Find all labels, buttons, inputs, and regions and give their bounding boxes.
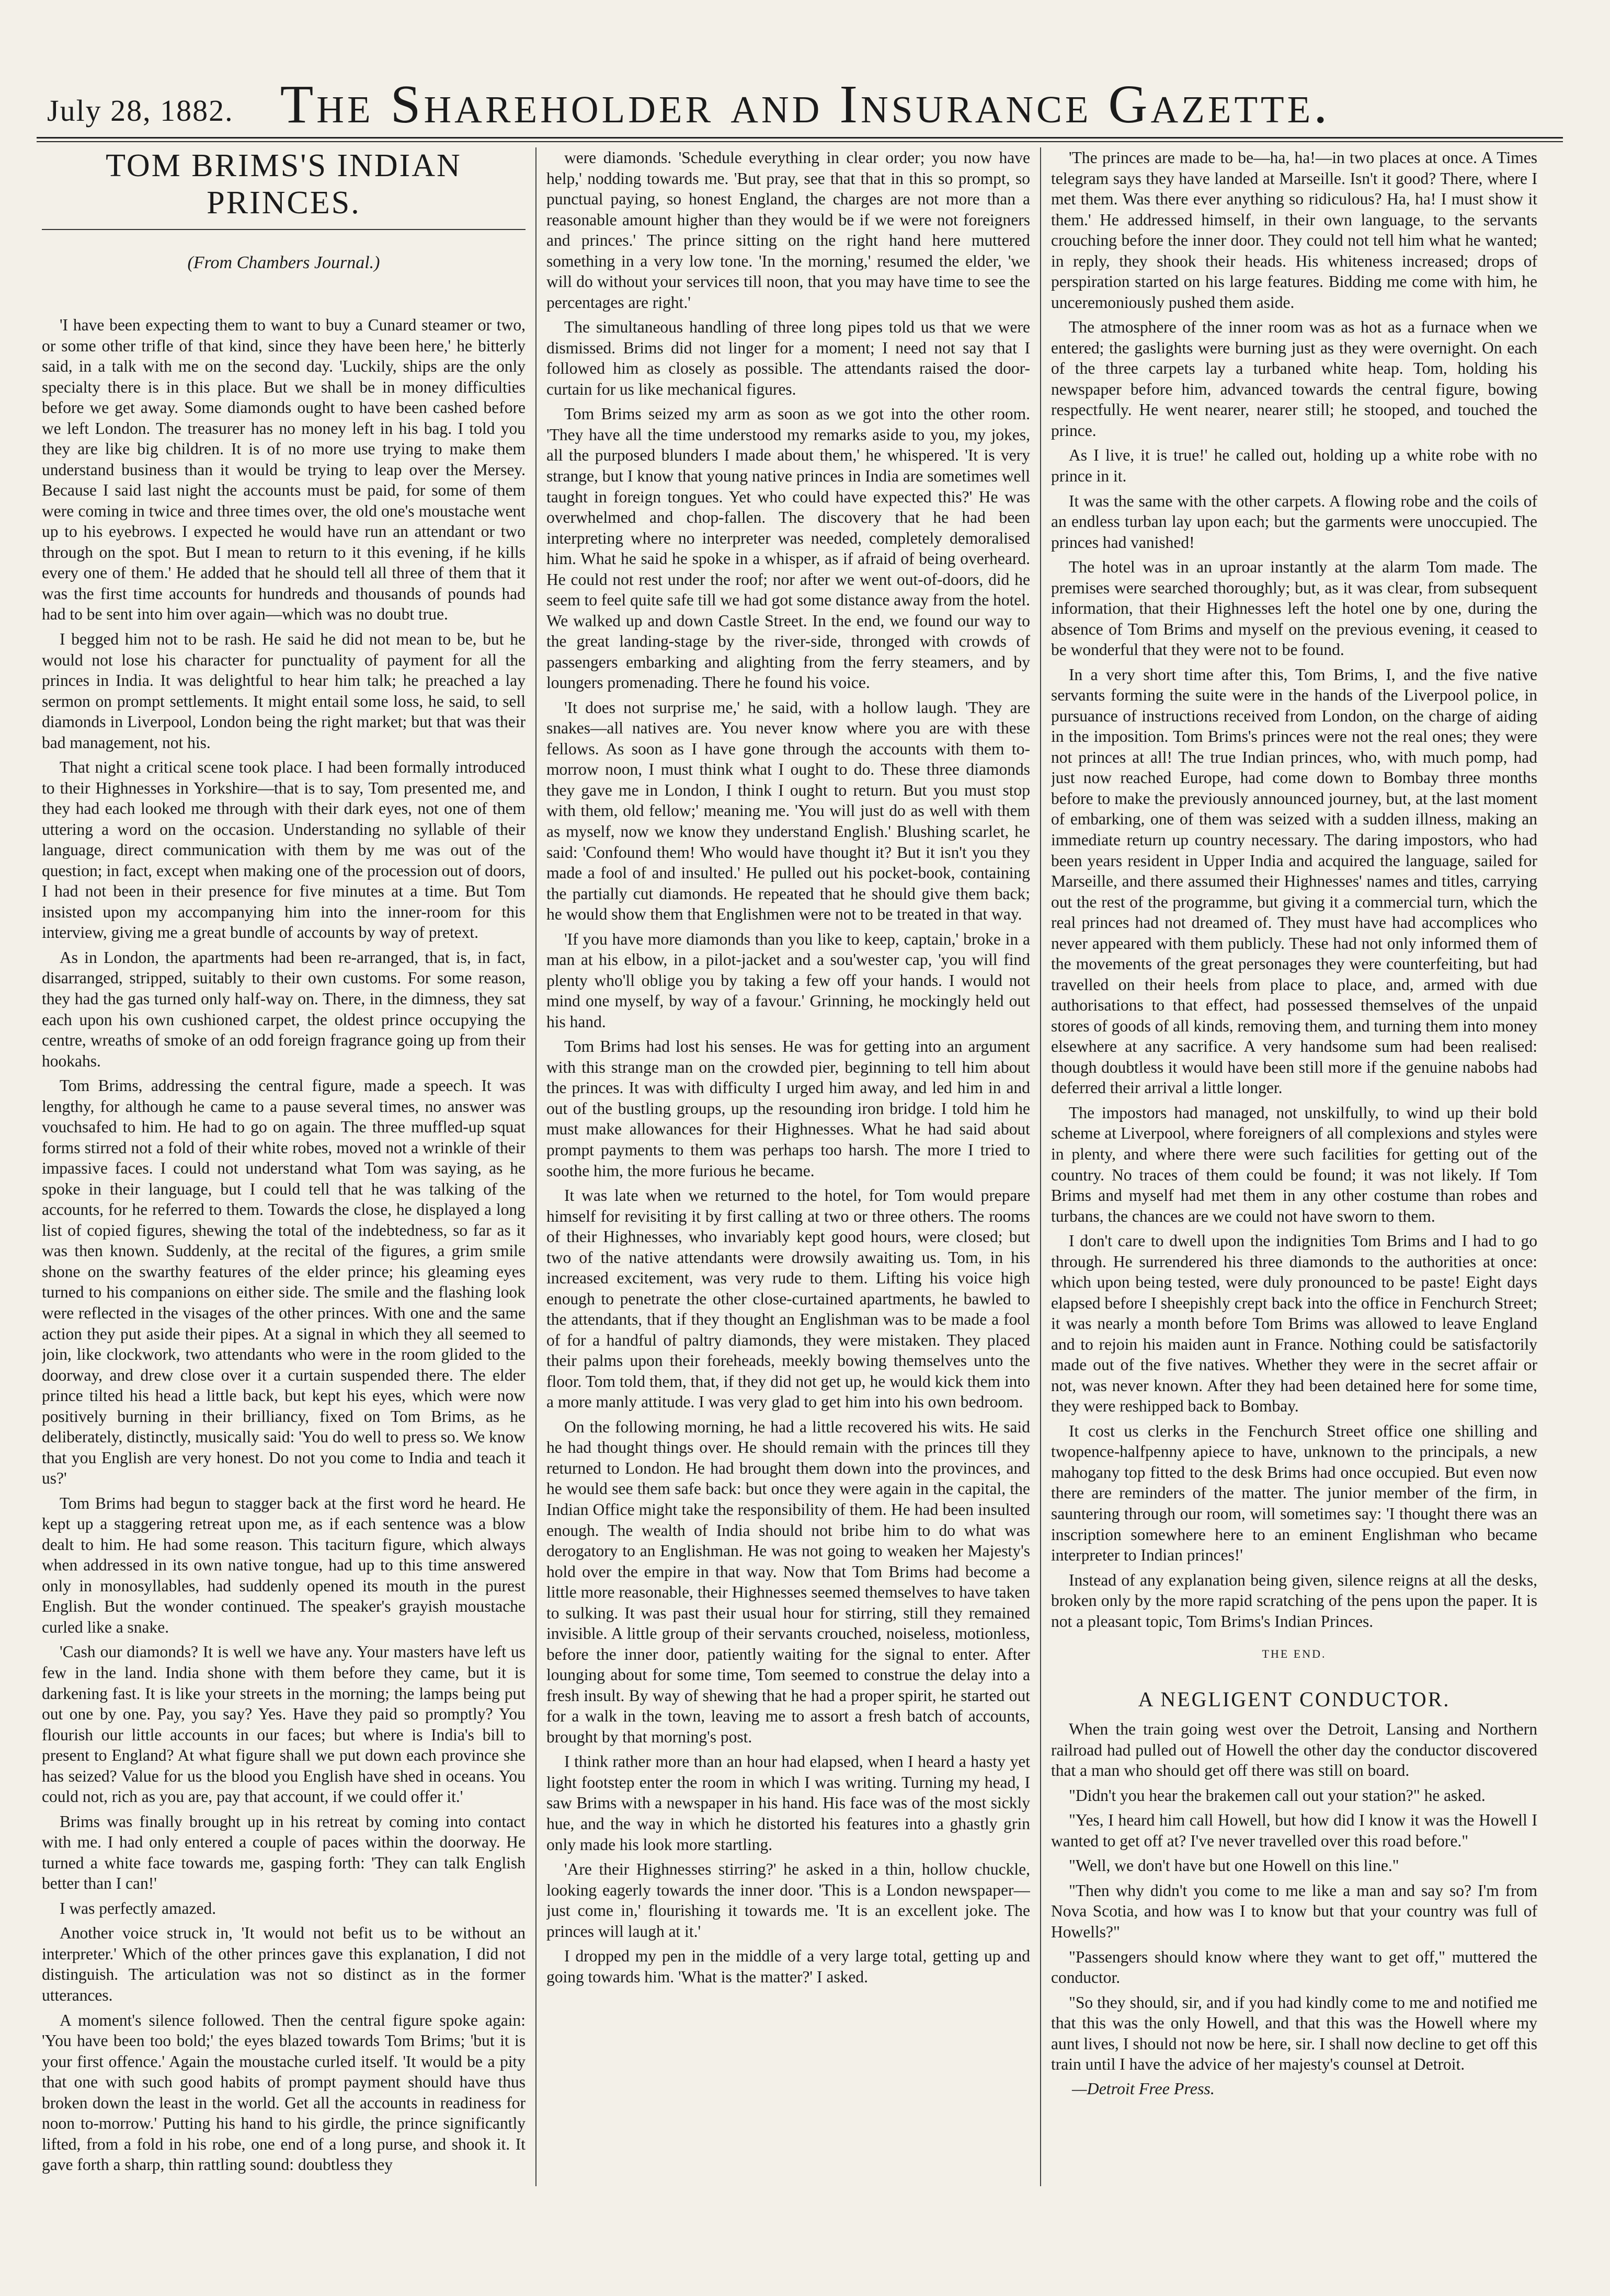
- masthead: [47, 68, 1563, 146]
- paragraph: Tom Brims, addressing the central figure, made a speech. It was lengthy, for although he came to a pause several times, no answer was vouchsafed to him. He had to go on again. The three muffled-up squat forms stirred not a fold of their white robes, moved not a wrinkle of their impassive faces. I could not understand what Tom was saying, as he spoke in their language, but I could tell that he was talking of the accounts, for he referred to them. Towards the close, he displayed a long list of copied figures, shewing the total of the indebtedness, so far as it was then known. Suddenly, at the recital of the figures, a grim smile shone on the swarthy features of the elder prince; his gleaming eyes turned to his companions on either side. The smile and the flashing look were reflected in the visages of the other princes. With one and the same action they put aside their pipes. At a signal in which they all seemed to join, like clockwork, two attendants who were in the room glided to the doorway, and drew close over it a curtain suspended there. The elder prince tilted his head a little back, but kept his eyes, which were now positively burning in their brilliancy, fixed on Tom Brims, as he deliberately, distinctly, musically said: 'You do well to press so. We know that you English are very honest. Do not you come to India and teach it us?': [42, 1076, 526, 1488]
- paragraph: In a very short time after this, Tom Brims, I, and the five native servants forming the suite were in the hands of the Liverpool police, in pursuance of instructions received from London, on the charge of aiding in the imposition. Tom Brims's princes were not the real ones; they were not princes at all! The true Indian princes, who, with much pomp, had just now reached Europe, had come down to Bombay three months before to make the previously announced journey, but, at the last moment of embarking, one of them was seized with a sudden illness, making an immediate return up country necessary. The daring impostors, who had been years resident in Upper India and acquired the language, sailed for Marseille, and there assumed their Highnesses' names and titles, carrying out the rest of the programme, but giving it a commercial turn, which the real princes had not dreamed of. They must have had accomplices who never appeared with them publicly. These had not only informed them of the movements of the great personages they were counterfeiting, but had travelled on their heels from place to place, and, armed with due authorisations to that effect, had possessed themselves of the unpaid stores of goods of all kinds, removing them, and turning them into money elsewhere at any sacrifice. A very handsome sum had been realised: though doubtless it would have been still more if the genuine nabobs had deferred their arrival a little longer.: [1051, 665, 1537, 1097]
- paragraph: "Then why didn't you come to me like a man and say so? I'm from Nova Scotia, and how was I to know but that your country was full of Howells?": [1051, 1881, 1537, 1941]
- column-3-body: [1051, 147, 1537, 1632]
- paragraph: Instead of any explanation being given, silence reigns at all the desks, broken only by the more rapid scratching of the pens upon the paper. It is not a pleasant topic, Tom Brims's Indian Princes.: [1051, 1570, 1537, 1631]
- paragraph: "Well, we don't have but one Howell on this line.": [1069, 1856, 1399, 1875]
- paragraph: "Yes, I heard him call Howell, but how did I know it was the Howell I wanted to get off at? I've never travelled over this road before.": [1051, 1811, 1537, 1850]
- column-2: [546, 147, 1030, 2186]
- paragraph: The hotel was in an uproar instantly at the alarm Tom made. The premises were searched thoroughly; but, as it was clear, from subsequent information, that their Highnesses left the hotel one by one, during the absence of Tom Brims and myself on the previous evening, it ceased to be wonderful that they were not to be found.: [1051, 558, 1537, 659]
- column-1-body: [42, 315, 526, 2175]
- paragraph: I dropped my pen in the middle of a very large total, getting up and going towards him. 'What is the matter?' I asked.: [546, 1947, 1030, 1986]
- masthead-rule: [37, 137, 1563, 139]
- column-3: [1051, 147, 1537, 2186]
- paragraph: A moment's silence followed. Then the central figure spoke again: 'You have been too bold;' the eyes blazed towards Tom Brims; 'but it is your first offence.' Again the moustache curled itself. 'It would be a pity that one with such good habits of prompt payment should have thus broken down the least in the world. Get all the accounts in readiness for noon to-morrow.' Putting his hand to his girdle, the prince significantly lifted, from a fold in his robe, one end of a long purse, and shook it. It gave forth a sharp, thin rattling sound: doubtless they: [42, 2011, 526, 2174]
- paragraph: "Didn't you hear the brakemen call out your station?" he asked.: [1069, 1786, 1486, 1805]
- paragraph: 'The princes are made to be—ha, ha!—in two places at once. A Times telegram says they have landed at Marseille. Isn't it good? There, where I met them. Was there ever anything so ridiculous? Ha, ha! I must show it them.' He addressed himself, in their own language, to the servants crouching before the inner door. They could not tell him what he wanted; in reply, they shook their heads. His whiteness increased; drops of perspiration started on his large features. Bidding me come with him, he unceremoniously pushed them aside.: [1051, 148, 1537, 312]
- paragraph: 'Are their Highnesses stirring?' he asked in a thin, hollow chuckle, looking eagerly towards the inner door. 'This is a London newspaper—just come in,' flourishing it towards me. 'It is an excellent joke. The princes will laugh at it.': [546, 1860, 1030, 1941]
- paragraph: It cost us clerks in the Fenchurch Street office one shilling and twopence-halfpenny apiece to have, unknown to the principals, a new mahogany top fitted to the desk Brims had once occupied. But even now there are reminders of the matter. The junior member of the firm, in sauntering through our room, will sometimes say: 'I thought there was an inscription somewhere here to an eminent Englishman who became interpreter to Indian princes!': [1051, 1421, 1537, 1565]
- paragraph: The impostors had managed, not unskilfully, to wind up their bold scheme at Liverpool, where foreigners of all complexions and styles were in plenty, and where there were such facilities for getting out of the country. No traces of them could be found; it was not likely. If Tom Brims and myself had met them in any other costume than robes and turbans, the chances are we could not have sworn to them.: [1051, 1103, 1537, 1225]
- paragraph: Tom Brims had begun to stagger back at the first word he heard. He kept up a staggering retreat upon me, as if each sentence was a blow dealt to him. He had some reason. This taciturn figure, which always when addressed in its own native tongue, had up to this time answered only in monosyllables, had suddenly opened its mouth in the purest English. But the wonder continued. The speaker's grayish moustache curled like a snake.: [42, 1494, 526, 1636]
- paragraph: Tom Brims seized my arm as soon as we got into the other room. 'They have all the time understood my remarks aside to you, my jokes, all the purposed blunders I made about them,' he whispered. 'It is very strange, but I know that young native princes in India are sometimes well taught in foreign tongues. Yet who could have expected this?' He was overwhelmed and chop-fallen. The discovery that he had been interpreting where no interpreter was needed, completely demoralised him. What he said he spoke in a whisper, as if afraid of being overheard. He could not rest under the roof; nor after we went out-of-doors, did he seem to feel quite safe till we had got some distance away from the hotel. We walked up and down Castle Street. In the end, we found our way to the great landing-stage by the river-side, thronged with crowds of passengers embarking and alighting from the ferry steamers, and by loungers promenading. There he found his voice.: [546, 405, 1030, 692]
- paragraph: 'Cash our diamonds? It is well we have any. Your masters have left us few in the land. India shone with them before they came, but it is darkening fast. It is like your streets in the morning; the lamps being put out one by one. Pay, you say? Yes. Have they paid so promptly? You flourish our little accounts in our faces; but where is India's bill to present to England? At what figure shall we put down each province she has seized? Value for us the blood you English have shed in oceans. You could not, rich as you are, pay that account, if we could offer it.': [42, 1643, 526, 1806]
- paragraph: I don't care to dwell upon the indignities Tom Brims and I had to go through. He surrendered his three diamonds to the authorities at once: which upon being tested, were duly pronounced to be paste! Eight days elapsed before I sheepishly crept back into the office in Fenchurch Street; it was nearly a month before Tom Brims was allowed to leave England and to rejoin his maiden aunt in France. Nothing could be satisfactorily made out of the five natives. Whether they were in the secret affair or not, was never known. After they had been detained here for some time, they were reshipped back to Bombay.: [1051, 1232, 1537, 1416]
- story-source: (From Chambers Journal.): [187, 253, 380, 272]
- paragraph: The atmosphere of the inner room was as hot as a furnace when we entered; the gaslights were burning just as they were overnight. On each of the three carpets lay a turbaned white heap. Tom, holding his newspaper before him, advanced towards the central figure, bowing respectfully. He went nearer, nearer still; he stooped, and touched the prince.: [1051, 318, 1537, 440]
- paragraph: Brims was finally brought up in his retreat by coming into contact with me. I had only entered a couple of paces within the doorway. He turned a white face towards me, gasping forth: 'They can talk English better than I can!': [42, 1812, 526, 1893]
- paragraph: "Passengers should know where they want to get off," muttered the conductor.: [1051, 1947, 1537, 1987]
- second-story-body: [1051, 1719, 1537, 2075]
- publication-title: The Shareholder and Insurance Gazette.: [280, 74, 1331, 134]
- paragraph: When the train going west over the Detroit, Lansing and Northern railroad had pulled out of Howell the other day the conductor discovered that a man who should get off there was still on board.: [1051, 1720, 1537, 1780]
- story-headline: TOM BRIMS'S INDIAN PRINCES.: [42, 147, 526, 230]
- second-story-headline: A NEGLIGENT CONDUCTOR.: [1138, 1687, 1451, 1712]
- paragraph: were diamonds. 'Schedule everything in clear order; you now have help,' nodding towards me. 'But pray, see that that in this so prompt, so punctual paying, so honest England, the charges are not more than a reasonable amount higher than they would be if we were not foreigners and princes.' The prince sitting on the right hand here muttered something in a very low tone. 'In the morning,' resumed the elder, 'we will do without your services till noon, that you may have time to see the percentages are right.': [546, 148, 1030, 312]
- paragraph: On the following morning, he had a little recovered his wits. He said he had thought things over. He should remain with the princes till they returned to London. He had brought them down into the provinces, and he would see them safe back: but once they were again in the capital, the Indian Office might take the responsibility of them. He had been insulted enough. The wealth of India should not bribe him to do what was derogatory to an Englishman. He was not going to weaken her Majesty's hold over the empire in that way. Now that Tom Brims had become a little more reasonable, their Highnesses seemed themselves to have taken to sulking. It was past their usual hour for stirring, still they remained invisible. A little group of their servants crouched, noiseless, motionless, before the inner door, patiently waiting for the signal to enter. After lounging about for some time, Tom seemed to construe the delay into a fresh insult. By way of shewing that he had a proper spirit, he started out for a walk in the town, leaving me to assort a fresh batch of accounts, brought by that morning's post.: [546, 1417, 1030, 1746]
- masthead-rule-thin: [37, 141, 1563, 142]
- paragraph: That night a critical scene took place. I had been formally introduced to their Highnesses in Yorkshire—that is to say, Tom presented me, and they had each looked me through with their dark eyes, not one of them uttering a word on the occasion. Understanding no syllable of their language, direct communication with them by me was out of the question; in fact, except when making one of the procession out of doors, I had not been in their presence for five minutes at a time. But Tom insisted upon my accompanying him into the inner-room for this interview, giving me a great bundle of accounts by way of pretext.: [42, 758, 526, 942]
- column-divider: [1040, 147, 1041, 2186]
- paragraph: "So they should, sir, and if you had kindly come to me and notified me that this was the only Howell, and that this was the Howell where my aunt lives, I should not now be here, sir. I shall now decline to get off this train until I have the advice of her majesty's counsel at Detroit.: [1051, 1993, 1537, 2074]
- paragraph: As I live, it is true!' he called out, holding up a white robe with no prince in it.: [1051, 446, 1537, 485]
- paragraph: It was late when we returned to the hotel, for Tom would prepare himself for revisiting it by first calling at two or three others. The rooms of their Highnesses, who invariably kept good hours, were closed; but two of the native attendants were drowsily awaiting us. Tom, in his increased excitement, was very rude to them. Lifting his voice high enough to penetrate the other close-curtained apartments, he bawled to the attendants, that if they thought an Englishman was to be made a fool of for a handful of paltry diamonds, they were mistaken. They placed their palms upon their foreheads, meekly bowing themselves unto the floor. Tom told them, that, if they did not get up, he would kick them into a more manly attitude. I was very glad to get him into his own bedroom.: [546, 1186, 1030, 1411]
- column-2-body: [546, 147, 1030, 1987]
- paragraph: 'It does not surprise me,' he said, with a hollow laugh. 'They are snakes—all natives are. You never know where you are with these fellows. As soon as I have gone through the accounts with them to-morrow noon, I must think what I ought to do. These three diamonds they gave me in London, I think I ought to return. But you must stop with them, old fellow;' meaning me. 'You will just do as well with them as myself, now we know they understand English.' Blushing scarlet, he said: 'Confound them! Who would have thought it? But it isn't you they made a fool of and insulted.' He pulled out his pocket-book, containing the partially cut diamonds. He repeated that he should give them back; he would show them that Englishmen were not to be treated in that way.: [546, 698, 1030, 924]
- paragraph: As in London, the apartments had been re-arranged, that is, in fact, disarranged, stripped, suitably to their own customs. For some reason, they had the gas turned only half-way on. There, in the dimness, they sat each upon his own cushioned carpet, the oldest prince occupying the centre, wreaths of smoke of an odd foreign fragrance going up from their hookahs.: [42, 948, 526, 1070]
- paragraph: I was perfectly amazed.: [60, 1899, 216, 1918]
- second-story-credit: —Detroit Free Press.: [1072, 2079, 1215, 2098]
- paragraph: 'I have been expecting them to want to buy a Cunard steamer or two, or some other trifle of that kind, since they have been here,' he bitterly said, in a talk with me on the second day. 'Luckily, ships are the only specialty there is in this place. But we shall be in money difficulties before we get away. Some diamonds ought to have been cashed before we left London. The treasurer has no money left in his bag. I told you they are like big children. It is of no more use trying to make them understand business than it would be trying to leap over the Mersey. Because I said last night the accounts must be paid, for some of them were coming in twice and three times over, the old one's moustache went up to his eyebrows. I expected he would have run an attendant or two through on the spot. But I mean to return to it this evening, if he kills every one of them.' He added that he should tell all three of them that it was the first time accounts for hundreds and thousands of pounds had had to be sent into him over again—which was no doubt true.: [42, 316, 526, 624]
- issue-date: July 28, 1882.: [47, 94, 234, 128]
- paragraph: It was the same with the other carpets. A flowing robe and the coils of an endless turban lay upon each; but the garments were unoccupied. The princes had vanished!: [1051, 491, 1537, 552]
- paragraph: The simultaneous handling of three long pipes told us that we were dismissed. Brims did not linger for a moment; I need not say that I followed him as closely as possible. The attendants raised the door-curtain for us like mechanical figures.: [546, 318, 1030, 398]
- paragraph: 'If you have more diamonds than you like to keep, captain,' broke in a man at his elbow, in a pilot-jacket and a sou'wester cap, 'you will find plenty who'll oblige you by taking a few off your hands. I would not mind one myself, by way of a favour.' Grinning, he mockingly held out his hand.: [546, 929, 1030, 1031]
- paragraph: I think rather more than an hour had elapsed, when I heard a hasty yet light footstep enter the room in which I was writing. Turning my head, I saw Brims with a newspaper in his hand. His face was of the most sickly hue, and the way in which he distorted his features into a ghastly grin only made his look more startling.: [546, 1752, 1030, 1854]
- column-divider: [535, 147, 536, 2186]
- paragraph: Another voice struck in, 'It would not befit us to be without an interpreter.' Which of the other princes gave this explanation, I did not distinguish. The articulation was not so distinct as in the former utterances.: [42, 1924, 526, 2004]
- paragraph: Tom Brims had lost his senses. He was for getting into an argument with this strange man on the crowded pier, beginning to tell him about the princes. It was with difficulty I urged him away, and led him in and out of the bustling groups, up the resounding iron bridge. I told him he must make allowances for their Highnesses. What he had said about prompt payments to them was perhaps too harsh. The more I tried to soothe him, the more furious he became.: [546, 1037, 1030, 1180]
- story-end-mark: THE END.: [1262, 1647, 1327, 1661]
- paragraph: I begged him not to be rash. He said he did not mean to be, but he would not lose his character for punctuality of payment for all the princes in India. It was delightful to hear him talk; he preached a lay sermon on prompt settlements. It might entail some loss, he said, to sell diamonds in Liverpool, London being the right market; but that was their bad management, not his.: [42, 629, 526, 752]
- column-1: [42, 147, 526, 2186]
